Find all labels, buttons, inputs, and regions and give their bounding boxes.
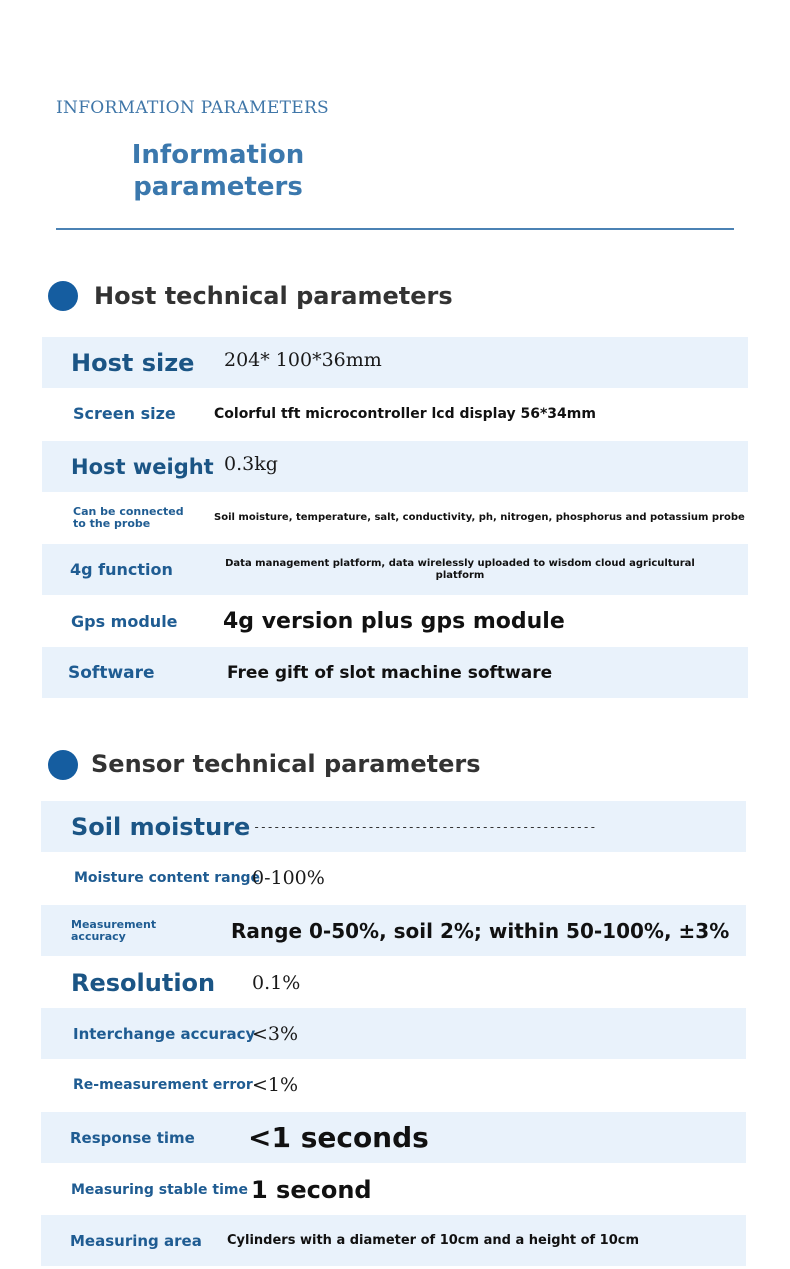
host-row-4g-function [42,544,748,595]
row-value: Data management platform, data wirelessly uploaded to wisdom cloud agricultural platform [225,557,695,581]
sensor-row-remeasurement-error [41,1059,746,1110]
sensor-section-bullet-icon [48,750,78,780]
row-label: Can be connected to the probe [73,504,184,530]
host-row-probe [42,492,748,543]
row-value: 1 second [251,1175,372,1204]
row-label: Re-measurement error [73,1076,253,1093]
row-value: Free gift of slot machine software [227,662,553,683]
row-label: Measuring stable time [71,1181,248,1198]
row-value: Cylinders with a diameter of 10cm and a height of 10cm [227,1233,640,1248]
header-eyebrow: INFORMATION PARAMETERS [56,98,329,118]
row-label: Host weight [71,454,214,479]
sensor-section-title: Sensor technical parameters [91,750,481,778]
sensor-row-soil-moisture [41,801,746,852]
host-row-host-weight [42,441,748,492]
row-value: <1% [252,1073,299,1096]
row-label: Moisture content range [74,869,261,886]
row-label: Gps module [71,612,178,631]
page-title-line-1: Information [131,140,305,170]
page-title [128,139,308,203]
row-value: 0.1% [252,971,301,994]
row-label: Screen size [73,404,176,423]
host-row-screen-size [42,388,748,439]
row-label: 4g function [70,560,173,579]
row-value: 0-100% [252,866,325,889]
host-row-software [42,647,748,698]
row-value: Soil moisture, temperature, salt, conductivity, ph, nitrogen, phosphorus and potassium probe [214,512,745,523]
row-value: Range 0-50%, soil 2%; within 50-100%, ±3% [231,918,730,943]
sensor-row-response-time [41,1112,746,1163]
sensor-row-stable-time [41,1164,746,1215]
header-divider [56,228,734,230]
row-label: Resolution [71,968,216,997]
sensor-row-measurement-accuracy [41,905,746,956]
row-value: 4g version plus gps module [223,609,565,634]
row-value: <1 seconds [248,1121,429,1154]
row-label: Response time [70,1128,195,1147]
row-value: 0.3kg [224,453,278,475]
row-label: Interchange accuracy [73,1024,256,1043]
row-value-dashes: --------------------------------------------------- [253,819,596,834]
row-value: 204* 100*36mm [224,349,382,371]
sensor-row-interchange-accuracy [41,1008,746,1059]
row-label: Measurement accuracy [71,917,157,943]
sensor-row-moisture-range [41,852,746,903]
host-section-bullet-icon [48,281,78,311]
row-label: Measuring area [70,1231,202,1250]
sensor-row-measuring-area [41,1215,746,1266]
row-value: Colorful tft microcontroller lcd display 56*34mm [214,405,596,422]
host-row-gps-module [42,596,748,647]
row-label: Host size [71,348,195,377]
host-row-host-size [42,337,748,388]
row-label: Software [68,662,155,683]
host-section-title: Host technical parameters [94,282,453,310]
sensor-row-resolution [41,957,746,1008]
page-title-line-2: parameters [133,172,303,202]
row-label: Soil moisture [71,812,251,841]
row-value: <3% [252,1022,299,1045]
